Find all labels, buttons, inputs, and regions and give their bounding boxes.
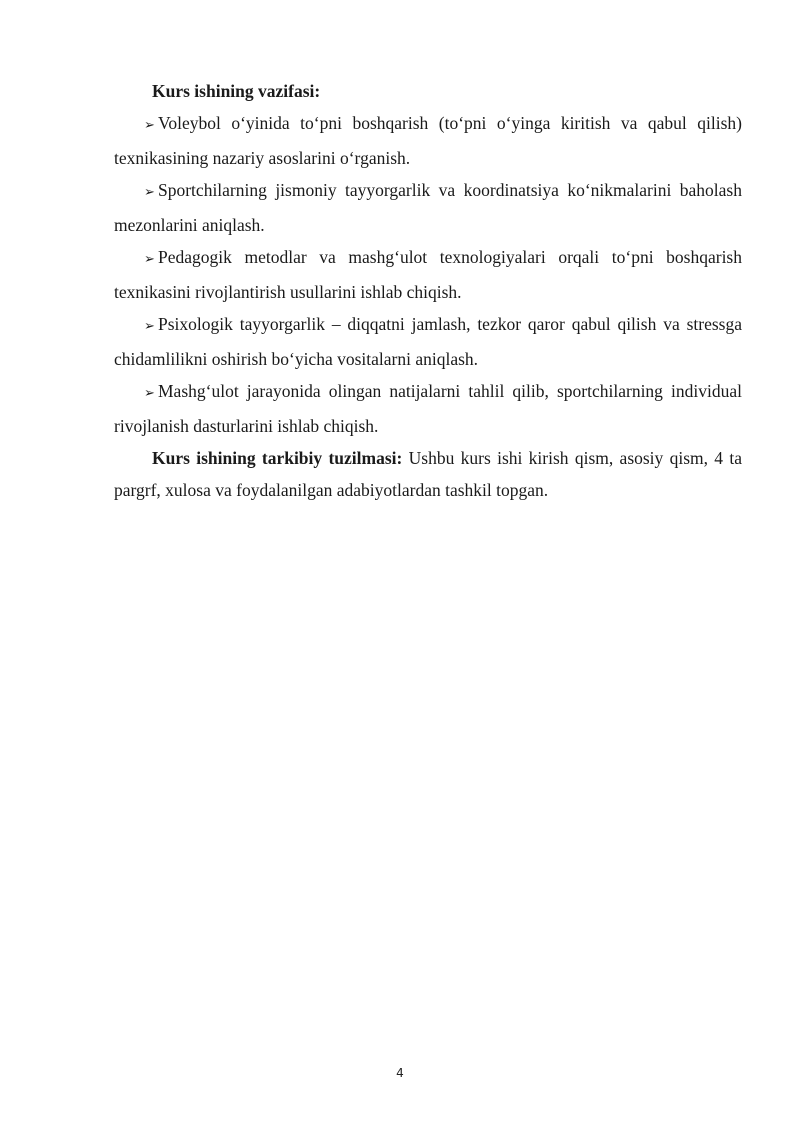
structure-label: Kurs ishining tarkibiy tuzilmasi: (152, 448, 403, 468)
page-body (114, 75, 742, 506)
arrow-bullet-icon: ➢ (144, 252, 155, 267)
task-bullet-text: Psixologik tayyorgarlik – diqqatni jamlash, tezkor qaror qabul qilish va stressga chidamlilikni oshirish bo‘yicha vositalarni aniqlash. (114, 314, 742, 369)
arrow-bullet-icon: ➢ (144, 319, 155, 334)
page-number: 4 (396, 1066, 404, 1080)
task-bullet-2 (114, 174, 742, 241)
task-bullet-text: Pedagogik metodlar va mashg‘ulot texnologiyalari orqali to‘pni boshqarish texnikasini rivojlantirish usullarini ishlab chiqish. (114, 247, 742, 302)
task-bullet-3 (114, 241, 742, 308)
tasks-heading: Kurs ishining vazifasi: (152, 81, 321, 101)
task-bullet-5 (114, 375, 742, 442)
arrow-bullet-icon: ➢ (144, 185, 155, 200)
arrow-bullet-icon: ➢ (144, 118, 155, 133)
structure-text: Ushbu kurs ishi kirish qism, asosiy qism, 4 ta pargrf, xulosa va foydalanilgan adabiyotlardan tashkil topgan. (114, 448, 742, 500)
task-bullet-text: Voleybol o‘yinida to‘pni boshqarish (to‘pni o‘yinga kiritish va qabul qilish) texnikasining nazariy asoslarini o‘rganish. (114, 113, 742, 168)
structure-paragraph (114, 442, 742, 506)
task-bullet-text: Mashg‘ulot jarayonida olingan natijalarni tahlil qilib, sportchilarning individual rivojlanish dasturlarini ishlab chiqish. (114, 381, 742, 436)
task-bullet-1 (114, 107, 742, 174)
task-bullet-text: Sportchilarning jismoniy tayyorgarlik va koordinatsiya ko‘nikmalarini baholash mezonlarini aniqlash. (114, 180, 742, 235)
task-bullet-4 (114, 308, 742, 375)
arrow-bullet-icon: ➢ (144, 386, 155, 401)
